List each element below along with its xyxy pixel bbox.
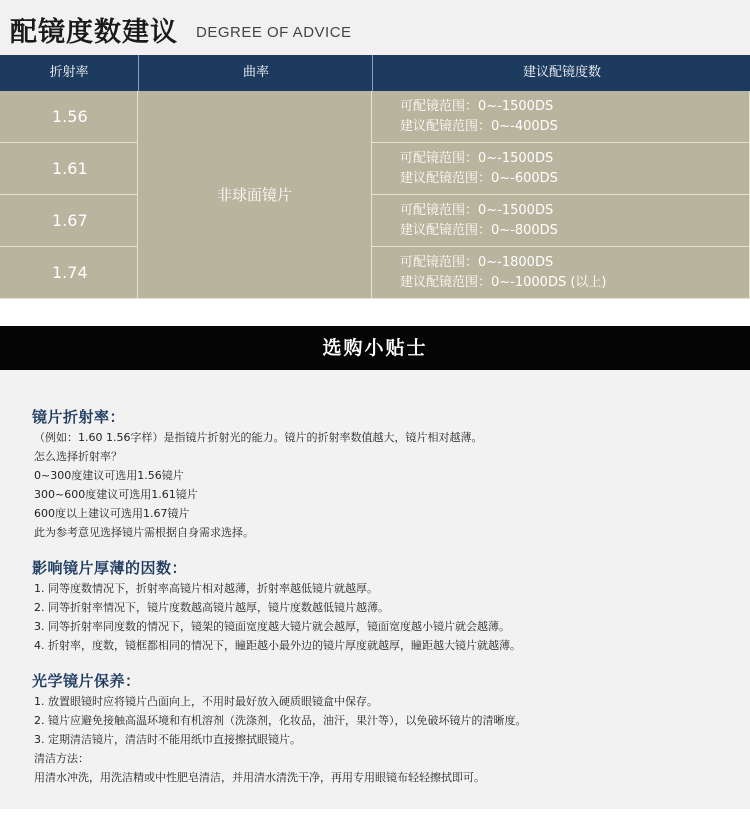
tip-line: 2. 镜片应避免接触高温环境和有机溶剂（洗涤剂，化妆品，油汗，果汁等），以免破坏镜片的清晰度。 bbox=[34, 714, 527, 727]
cell-range bbox=[372, 247, 750, 299]
section-title-lens-care: 光学镜片保养： bbox=[32, 672, 141, 690]
cell-range bbox=[372, 143, 750, 195]
range-recommended: 建议配镜范围：0~-1000DS (以上) bbox=[400, 275, 607, 290]
tip-line: 2. 同等折射率情况下，镜片度数越高镜片越厚，镜片度数越低镜片越薄。 bbox=[34, 601, 389, 614]
table-body bbox=[0, 91, 750, 299]
range-recommended: 建议配镜范围：0~-800DS bbox=[400, 223, 558, 238]
header-curvature: 曲率 bbox=[138, 55, 373, 91]
tip-line: （例如：1.60 1.56字样）是指镜片折射光的能力。镜片的折射率数值越大，镜片相对越薄。 bbox=[34, 431, 483, 444]
range-recommended: 建议配镜范围：0~-600DS bbox=[400, 171, 558, 186]
tip-line: 300~600度建议可选用1.61镜片 bbox=[34, 488, 198, 501]
range-available: 可配镜范围：0~-1500DS bbox=[400, 203, 554, 218]
tips-banner bbox=[0, 326, 750, 370]
range-available: 可配镜范围：0~-1500DS bbox=[400, 99, 554, 114]
tip-line: 3. 同等折射率同度数的情况下，镜架的镜面宽度越大镜片就会越厚，镜面宽度越小镜片就会越薄。 bbox=[34, 620, 510, 633]
tip-line: 怎么选择折射率？ bbox=[34, 450, 122, 463]
spec-table bbox=[0, 55, 750, 299]
tip-line: 1. 放置眼镜时应将镜片凸面向上，不用时最好放入硬质眼镜盒中保存。 bbox=[34, 695, 378, 708]
tip-line: 3. 定期清洁镜片，清洁时不能用纸巾直接擦拭眼镜片。 bbox=[34, 733, 301, 746]
page-footer-space bbox=[0, 809, 750, 834]
cell-index: 1.67 bbox=[0, 195, 138, 247]
tip-line: 600度以上建议可选用1.67镜片 bbox=[34, 507, 190, 520]
tips-title: 选购小贴士 bbox=[322, 337, 428, 359]
cell-range bbox=[372, 195, 750, 247]
section-title-thickness-factors: 影响镜片厚薄的因数： bbox=[32, 559, 188, 577]
cell-index: 1.56 bbox=[0, 91, 138, 143]
cell-range bbox=[372, 91, 750, 143]
cell-lens-type: 非球面镜片 bbox=[138, 91, 372, 299]
tip-line: 0~300度建议可选用1.56镜片 bbox=[34, 469, 184, 482]
range-available: 可配镜范围：0~-1800DS bbox=[400, 255, 554, 270]
cell-index: 1.74 bbox=[0, 247, 138, 299]
page-subtitle: DEGREE OF ADVICE bbox=[196, 24, 352, 41]
header-refractive-index: 折射率 bbox=[49, 65, 89, 80]
range-recommended: 建议配镜范围：0~-400DS bbox=[400, 119, 558, 134]
section-title-refractive-index: 镜片折射率： bbox=[32, 408, 126, 426]
header-recommended-degree: 建议配镜度数 bbox=[372, 55, 750, 91]
page-header bbox=[0, 0, 750, 55]
tip-line: 用清水冲洗，用洗洁精或中性肥皂清洁，并用清水清洗干净，再用专用眼镜布轻轻擦拭即可。 bbox=[34, 771, 485, 784]
page-title: 配镜度数建议 bbox=[10, 17, 178, 48]
tip-line: 清洁方法： bbox=[34, 752, 89, 765]
table-header-row bbox=[0, 55, 750, 91]
tip-line: 4. 折射率，度数，镜框都相同的情况下，瞳距越小最外边的镜片厚度就越厚，瞳距越大镜片就越薄。 bbox=[34, 639, 521, 652]
tips-body bbox=[0, 370, 750, 809]
tip-line: 此为参考意见选择镜片需根据自身需求选择。 bbox=[34, 526, 254, 539]
tip-line: 1. 同等度数情况下，折射率高镜片相对越薄，折射率越低镜片就越厚。 bbox=[34, 582, 378, 595]
range-available: 可配镜范围：0~-1500DS bbox=[400, 151, 554, 166]
cell-index: 1.61 bbox=[0, 143, 138, 195]
